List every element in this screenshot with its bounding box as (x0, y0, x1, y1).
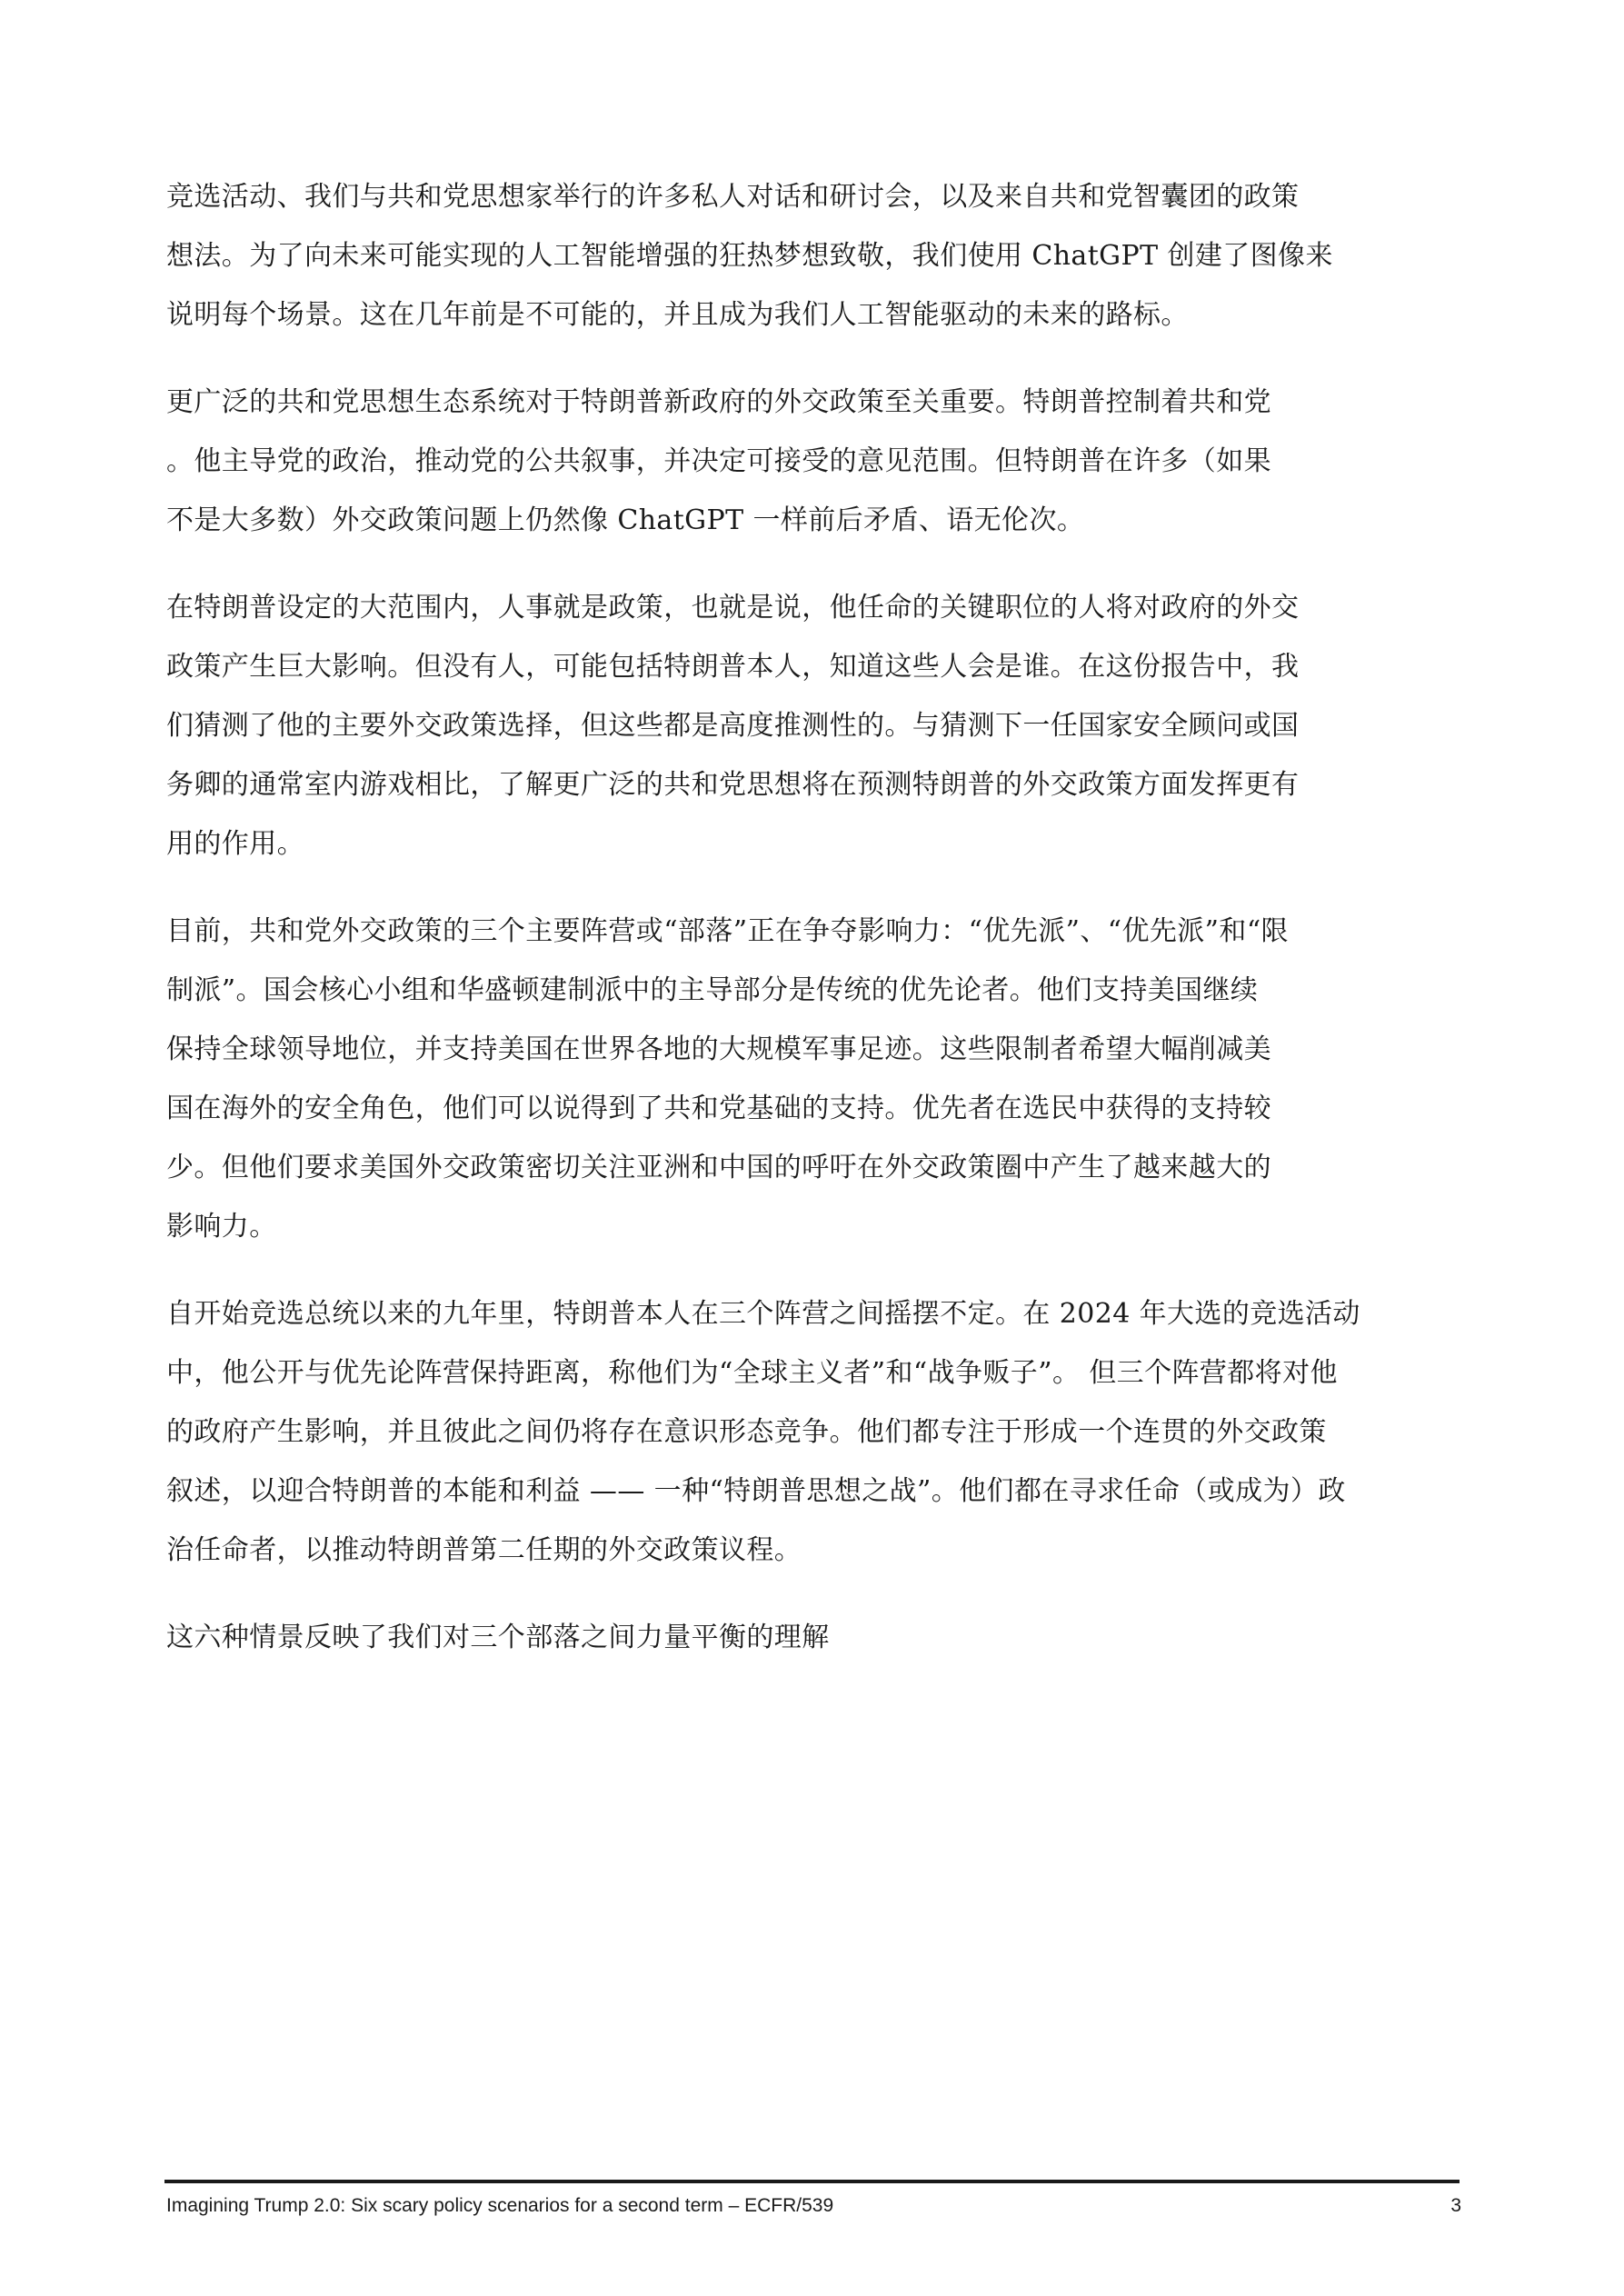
text-line: 国在海外的安全角色，他们可以说得到了共和党基础的支持。优先者在选民中获得的支持较 (166, 1093, 1271, 1124)
text-line: 少。但他们要求美国外交政策密切关注亚洲和中国的呼吁在外交政策圈中产生了越来越大的 (166, 1152, 1271, 1183)
text-line: 中，他公开与优先论阵营保持距离，称他们为“全球主义者”和“战争贩子”。 但三个阵营都将对他 (166, 1357, 1338, 1389)
text-line: 在特朗普设定的大范围内，人事就是政策，也就是说，他任命的关键职位的人将对政府的外交 (166, 592, 1300, 624)
paragraph-5 (166, 1284, 1466, 1580)
text-line: 影响力。 (166, 1211, 277, 1243)
text-line: 目前，共和党外交政策的三个主要阵营或“部落”正在争夺影响力：“优先派”、“优先派”和“限 (166, 915, 1289, 947)
text-line: 不是大多数）外交政策问题上仍然像 ChatGPT 一样前后矛盾、语无伦次。 (166, 504, 1085, 536)
text-line: 自开始竞选总统以来的九年里，特朗普本人在三个阵营之间摇摆不定。在 2024 年大选的竞选活动 (166, 1298, 1360, 1330)
text-line: 竞选活动、我们与共和党思想家举行的许多私人对话和研讨会，以及来自共和党智囊团的政策 (166, 181, 1300, 213)
body-text (166, 167, 1466, 1695)
footer-title: Imagining Trump 2.0: Six scary policy scenarios for a second term – ECFR/539 (166, 2195, 834, 2216)
text-line: 更广泛的共和党思想生态系统对于特朗普新政府的外交政策至关重要。特朗普控制着共和党 (166, 386, 1271, 418)
text-line: 叙述，以迎合特朗普的本能和利益 —— 一种“特朗普思想之战”。他们都在寻求任命（或成为）政 (166, 1475, 1346, 1507)
text-line: 政策产生巨大影响。但没有人，可能包括特朗普本人，知道这些人会是谁。在这份报告中，我 (166, 651, 1300, 683)
text-line: 制派”。国会核心小组和华盛顿建制派中的主导部分是传统的优先论者。他们支持美国继续 (166, 974, 1259, 1006)
paragraph-1 (166, 167, 1466, 344)
text-line: 治任命者，以推动特朗普第二任期的外交政策议程。 (166, 1534, 802, 1566)
paragraph-6 (166, 1608, 1466, 1667)
text-line: 这六种情景反映了我们对三个部落之间力量平衡的理解 (166, 1622, 830, 1653)
text-line: 用的作用。 (166, 828, 304, 860)
text-line: 们猜测了他的主要外交政策选择，但这些都是高度推测性的。与猜测下一任国家安全顾问或国 (166, 710, 1300, 742)
text-line: 保持全球领导地位，并支持美国在世界各地的大规模军事足迹。这些限制者希望大幅削减美 (166, 1033, 1271, 1065)
text-line: 的政府产生影响，并且彼此之间仍将存在意识形态竞争。他们都专注于形成一个连贯的外交政策 (166, 1416, 1327, 1448)
paragraph-3 (166, 578, 1466, 873)
footer-divider (164, 2180, 1460, 2183)
text-line: 务卿的通常室内游戏相比，了解更广泛的共和党思想将在预测特朗普的外交政策方面发挥更有 (166, 769, 1300, 801)
text-line: 说明每个场景。这在几年前是不可能的，并且成为我们人工智能驱动的未来的路标。 (166, 299, 1189, 331)
text-line: 想法。为了向未来可能实现的人工智能增强的狂热梦想致敬，我们使用 ChatGPT 创建了图像来 (166, 240, 1333, 272)
text-line: 。他主导党的政治，推动党的公共叙事，并决定可接受的意见范围。但特朗普在许多（如果 (166, 445, 1271, 477)
paragraph-2 (166, 373, 1466, 550)
page-number: 3 (1450, 2195, 1461, 2216)
paragraph-4 (166, 902, 1466, 1256)
